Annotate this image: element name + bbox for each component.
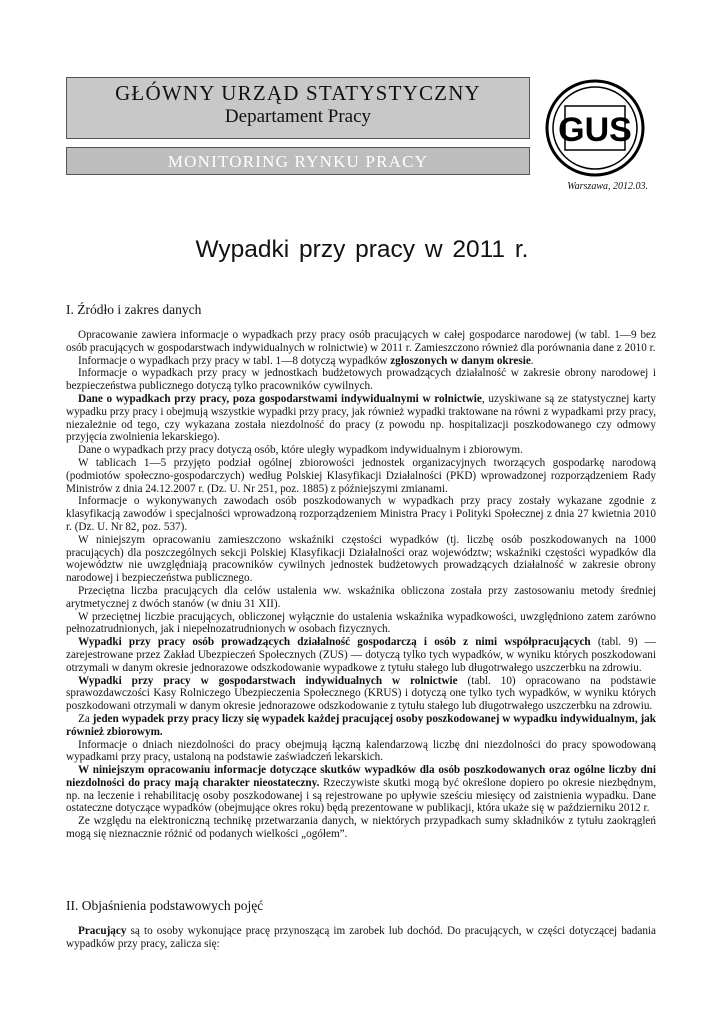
text-run: Rzeczywiste skutki mogą być określone dopiero po okresie niezbędnym, np. na leczenie i rehabilitację osoby poszkodowanej i są rejestrowane po upływie sześciu miesięcy od zaistnienia wypadku. Dane ostateczne dotyczące wypadków (obejmujące okres roku) będą prezentowane w publikacji, która ukaże się w październiku 2012 r. (66, 776, 656, 815)
text-run: Przeciętna liczba pracujących dla celów ustalenia ww. wskaźnika obliczona została przy zastosowaniu metody średniej arytmetycznej z dwóch stanów (w dniu 31 XII). (66, 584, 656, 610)
bold-text: zgłoszonych w danym okresie (390, 354, 531, 367)
paragraph (66, 636, 656, 674)
paragraph (66, 329, 656, 355)
series-banner: MONITORING RYNKU PRACY (66, 147, 530, 175)
text-run: . (530, 354, 534, 367)
bold-text: Dane o wypadkach przy pracy, poza gospodarstwami indywidualnymi w rolnictwie (78, 392, 482, 405)
bold-text: Pracujący (78, 925, 127, 937)
text-run: są to osoby wykonujące pracę przynoszącą im zarobek lub dochód. Do pracujących, w części dotyczącej badania wypadków przy pracy, zalicza się: (66, 925, 656, 950)
paragraph (66, 585, 656, 611)
paragraph (66, 534, 656, 585)
text-run: W przeciętnej liczbie pracujących, obliczonej wyłącznie do ustalenia wskaźnika wypadkowości, uwzględniono zatem zarówno pełnozatrudnionych, jak i niepełnozatrudnionych w osobach fizycznych. (66, 610, 656, 636)
text-run: Za (78, 712, 93, 725)
text-run: Opracowanie zawiera informacje o wypadkach przy pracy osób pracujących w całej gospodarce narodowej (w tabl. 1—9 bez osób pracujących w gospodarstwach indywidualnych w rolnictwie) w 2011 r. Zamieszczono również dla porównania dane z 2010 r. (66, 329, 656, 354)
section1-body (66, 329, 656, 841)
document-title: Wypadki przy pracy w 2011 r. (195, 236, 529, 263)
paragraph (66, 815, 656, 841)
paragraph (66, 355, 656, 368)
text-run: (tabl. 9) — zarejestrowane przez Zakład Ubezpieczeń Społecznych (ZUS) — dotyczą tylko tych wypadków, w wyniku których poszkodowani otrzymali w danym okresie jednorazowe odszkodowanie wypadkowe z tytułu stałego lub długotrwałego uszczerbku na zdrowiu. (66, 636, 656, 674)
bold-text: Wypadki przy pracy osób prowadzących działalność gospodarczą i osób z nimi współpracujących (78, 636, 591, 649)
text-run: Informacje o wypadkach przy pracy w jednostkach budżetowych prowadzących działalność w zakresie obrony narodowej i bezpieczeństwa publicznego dotyczą tylko pracowników cywilnych. (66, 367, 656, 393)
department-name: Departament Pracy (224, 106, 372, 127)
paragraph (66, 495, 656, 533)
paragraph (66, 444, 656, 457)
text-run: (tabl. 10) opracowano na podstawie sprawozdawczości Kasy Rolniczego Ubezpieczenia Społecznego (KRUS) i dotyczą one tylko tych wypadków, w wyniku których poszkodowani otrzymali w danym okresie jednorazowe odszkodowanie z tytułu stałego lub długotrwałego uszczerbku na zdrowiu. (66, 674, 656, 713)
header-box (66, 77, 530, 139)
section2-body (66, 925, 656, 951)
logo-text: GUS (558, 111, 632, 149)
paragraph (66, 764, 656, 815)
section2-heading: II. Objaśnienia podstawowych pojęć (66, 898, 264, 913)
text-run: W tablicach 1—5 przyjęto podział ogólnej zbiorowości jednostek organizacyjnych tworzących gospodarkę narodową (podmiotów społeczno-gospodarczych) według Polskiej Klasyfikacji Działalności (PKD) wprowadzonej rozporządzeniem Rady Ministrów z dnia 24.12.2007 r. (Dz. U. Nr 251, poz. 1885) z późniejszymi zmianami. (66, 456, 656, 495)
text-run: Ze względu na elektroniczną technikę przetwarzania danych, w niektórych przypadkach sumy składników z tytułu zaokrągleń mogą się nieznacznie różnić od podanych wielkości „ogółem”. (66, 815, 656, 841)
text-run: W niniejszym opracowaniu zamieszczono wskaźniki częstości wypadków (tj. liczbę osób poszkodowanych na 1000 pracujących) dla poszczególnych sekcji Polskiej Klasyfikacji Działalności oraz województw; wskaźniki częstości wypadków dla województw nie uwzględniają pracowników cywilnych jednostek budżetowych prowadzących działalność w zakresie obrony narodowej i bezpieczeństwa publicznego. (66, 533, 656, 585)
paragraph (66, 611, 656, 637)
text-run: , uzyskiwane są ze statystycznej karty wypadku przy pracy i obejmują wszystkie wypadki przy pracy, jak również wypadki traktowane na równi z wypadkami przy pracy, niezależnie od tego, czy wykazana została niezdolność do pracy (z powodu np. hospitalizacji poszkodowanego czy odmowy przyjęcia zwolnienia lekarskiego). (66, 392, 656, 444)
paragraph (66, 739, 656, 765)
bold-text: jeden wypadek przy pracy liczy się wypadek każdej pracującej osoby poszkodowanej w wypadku indywidualnym, jak również zbiorowym. (66, 712, 656, 738)
paragraph (66, 925, 656, 951)
section1-heading: I. Źródło i zakres danych (66, 302, 202, 317)
bold-text: Wypadki przy pracy w gospodarstwach indywidualnych w rolnictwie (78, 674, 458, 687)
organization-name: GŁÓWNY URZĄD STATYSTYCZNY (115, 81, 481, 105)
text-run: Dane o wypadkach przy pracy dotyczą osób, które uległy wypadkom indywidualnym i zbiorowym. (78, 444, 523, 457)
paragraph (66, 675, 656, 713)
paragraph (66, 367, 656, 393)
paragraph (66, 713, 656, 739)
bold-text: W niniejszym opracowaniu informacje dotyczące skutków wypadków dla osób poszkodowanych oraz ogólne liczby dni niezdolności do pracy mają charakter nieostateczny. (66, 764, 656, 789)
text-run: Informacje o wypadkach przy pracy w tabl. 1—8 dotyczą wypadków (78, 354, 391, 367)
text-run: Informacje o dniach niezdolności do pracy obejmują łączną kalendarzową liczbę dni niezdolności do pracy spowodowaną wypadkami przy pracy, ustaloną na podstawie zaświadczeń lekarskich. (66, 738, 656, 764)
paragraph (66, 457, 656, 495)
gus-logo (545, 78, 645, 178)
paragraph (66, 393, 656, 444)
dateline: Warszawa, 2012.03. (567, 181, 648, 192)
gus-logo-graphic (545, 78, 645, 178)
text-run: Informacje o wykonywanych zawodach osób poszkodowanych w wypadkach przy pracy zostały wykazane zgodnie z klasyfikacją zawodów i specjalności wprowadzoną rozporządzeniem Ministra Pracy i Polityki Społecznej z dnia 27 kwietnia 2010 r. (Dz. U. Nr 82, poz. 537). (66, 495, 656, 533)
